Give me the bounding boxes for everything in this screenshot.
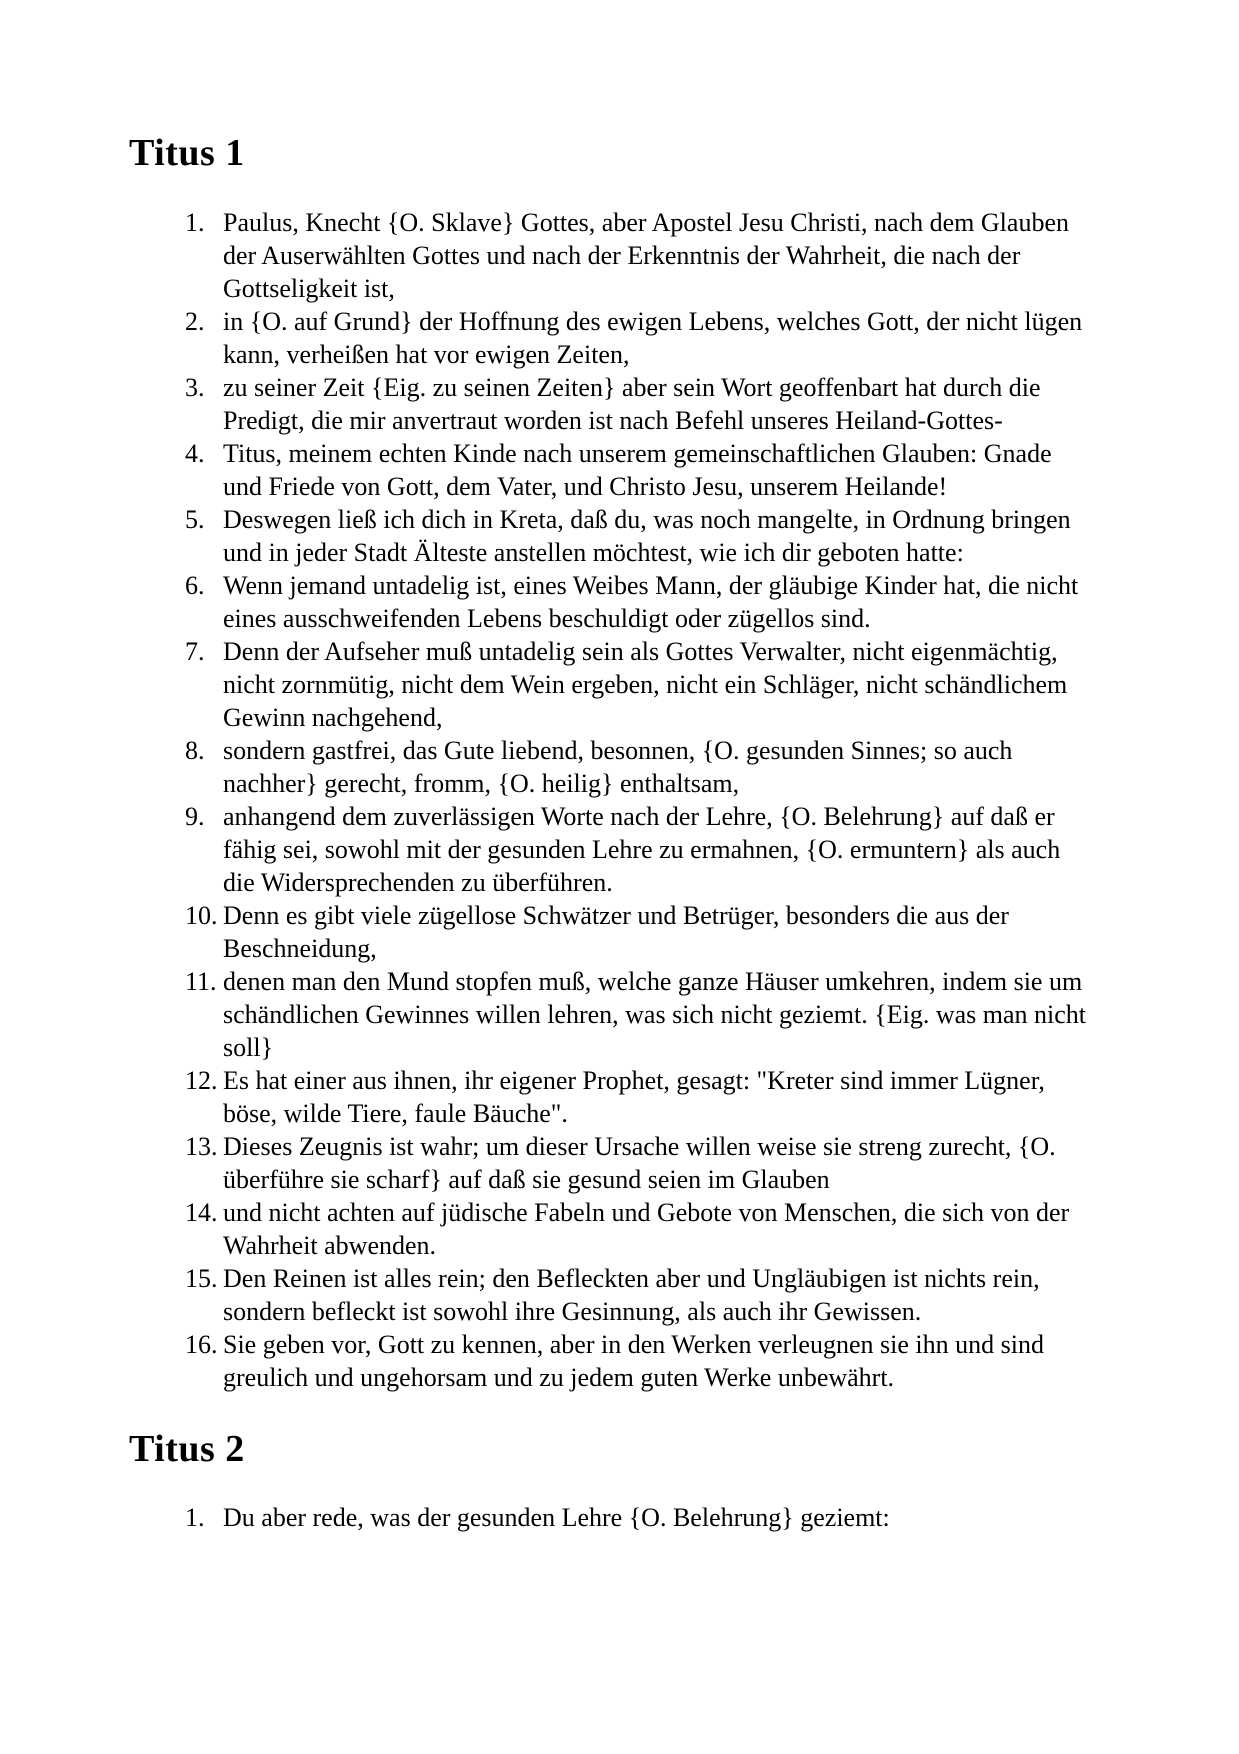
verse-item: [185, 503, 1091, 569]
verse-number: 16.: [185, 1329, 218, 1359]
verse-number: 10.: [185, 900, 218, 930]
verse-text: Es hat einer aus ihnen, ihr eigener Prophet, gesagt: "Kreter sind immer Lügner, böse, wilde Tiere, faule Bäuche".: [223, 1065, 1045, 1128]
verse-number: 3.: [185, 372, 205, 402]
verse-text: Du aber rede, was der gesunden Lehre {O. Belehrung} geziemt:: [223, 1503, 890, 1533]
verse-number: 14.: [185, 1197, 218, 1227]
verse-list-titus-2: [185, 1501, 1091, 1534]
verse-item: [185, 1262, 1091, 1328]
verse-item: [185, 1328, 1091, 1394]
verse-item: [185, 1501, 1091, 1534]
verse-number: 7.: [185, 636, 205, 666]
verse-item: [185, 1130, 1091, 1196]
verse-number: 1.: [185, 1503, 205, 1533]
verse-item: [185, 734, 1091, 800]
verse-item: [185, 1196, 1091, 1262]
verse-text: denen man den Mund stopfen muß, welche ganze Häuser umkehren, indem sie um schändlichen Gewinnes willen lehren, was sich nicht geziemt. {Eig. was man nicht soll}: [223, 966, 1087, 1062]
verse-item: [185, 437, 1091, 503]
verse-text: in {O. auf Grund} der Hoffnung des ewigen Lebens, welches Gott, der nicht lügen kann, verheißen hat vor ewigen Zeiten,: [223, 306, 1083, 369]
verse-text: Titus, meinem echten Kinde nach unserem gemeinschaftlichen Glauben: Gnade und Friede von Gott, dem Vater, und Christo Jesu, unserem Heilande!: [223, 438, 1052, 501]
verse-text: zu seiner Zeit {Eig. zu seinen Zeiten} aber sein Wort geoffenbart hat durch die Predigt, die mir anvertraut worden ist nach Befehl unseres Heiland-Gottes-: [223, 372, 1041, 435]
verse-number: 6.: [185, 570, 205, 600]
verse-number: 12.: [185, 1065, 218, 1095]
verse-text: sondern gastfrei, das Gute liebend, besonnen, {O. gesunden Sinnes; so auch nachher} gerecht, fromm, {O. heilig} enthaltsam,: [223, 735, 1013, 798]
verse-text: Denn der Aufseher muß untadelig sein als Gottes Verwalter, nicht eigenmächtig, nicht zornmütig, nicht dem Wein ergeben, nicht ein Schläger, nicht schändlichem Gewinn nachgehend,: [223, 636, 1068, 732]
verse-text: Denn es gibt viele zügellose Schwätzer und Betrüger, besonders die aus der Beschneidung,: [223, 900, 1009, 963]
verse-number: 1.: [185, 207, 205, 237]
verse-text: Dieses Zeugnis ist wahr; um dieser Ursache willen weise sie streng zurecht, {O. überführe sie scharf} auf daß sie gesund seien im Glauben: [223, 1131, 1056, 1194]
verse-item: [185, 899, 1091, 965]
verse-list-titus-1: [185, 206, 1091, 1394]
verse-item: [185, 206, 1091, 305]
verse-text: anhangend dem zuverlässigen Worte nach der Lehre, {O. Belehrung} auf daß er fähig sei, sowohl mit der gesunden Lehre zu ermahnen, {O. ermuntern} als auch die Widersprechenden zu überführen.: [223, 801, 1061, 897]
verse-number: 15.: [185, 1263, 218, 1293]
verse-number: 11.: [185, 966, 217, 996]
section-heading-titus-2: Titus 2: [129, 1427, 245, 1470]
verse-item: [185, 635, 1091, 734]
verse-item: [185, 965, 1091, 1064]
verse-text: Paulus, Knecht {O. Sklave} Gottes, aber Apostel Jesu Christi, nach dem Glauben der Auserwählten Gottes und nach der Erkenntnis der Wahrheit, die nach der Gottseligkeit ist,: [223, 207, 1069, 303]
verse-number: 8.: [185, 735, 205, 765]
verse-item: [185, 569, 1091, 635]
verse-number: 5.: [185, 504, 205, 534]
verse-text: Deswegen ließ ich dich in Kreta, daß du, was noch mangelte, in Ordnung bringen und in jeder Stadt Älteste anstellen möchtest, wie ich dir geboten hatte:: [223, 504, 1071, 567]
verse-number: 13.: [185, 1131, 218, 1161]
verse-text: und nicht achten auf jüdische Fabeln und Gebote von Menschen, die sich von der Wahrheit abwenden.: [223, 1197, 1070, 1260]
verse-number: 9.: [185, 801, 205, 831]
verse-item: [185, 800, 1091, 899]
verse-text: Sie geben vor, Gott zu kennen, aber in den Werken verleugnen sie ihn und sind greulich und ungehorsam und zu jedem guten Werke unbewährt.: [223, 1329, 1044, 1392]
verse-text: Wenn jemand untadelig ist, eines Weibes Mann, der gläubige Kinder hat, die nicht eines ausschweifenden Lebens beschuldigt oder zügellos sind.: [223, 570, 1079, 633]
verse-item: [185, 305, 1091, 371]
verse-number: 4.: [185, 438, 205, 468]
verse-item: [185, 371, 1091, 437]
verse-item: [185, 1064, 1091, 1130]
section-heading-titus-1: Titus 1: [129, 132, 245, 174]
verse-number: 2.: [185, 306, 205, 336]
verse-text: Den Reinen ist alles rein; den Befleckten aber und Ungläubigen ist nichts rein, sondern befleckt ist sowohl ihre Gesinnung, als auch ihr Gewissen.: [223, 1263, 1040, 1326]
